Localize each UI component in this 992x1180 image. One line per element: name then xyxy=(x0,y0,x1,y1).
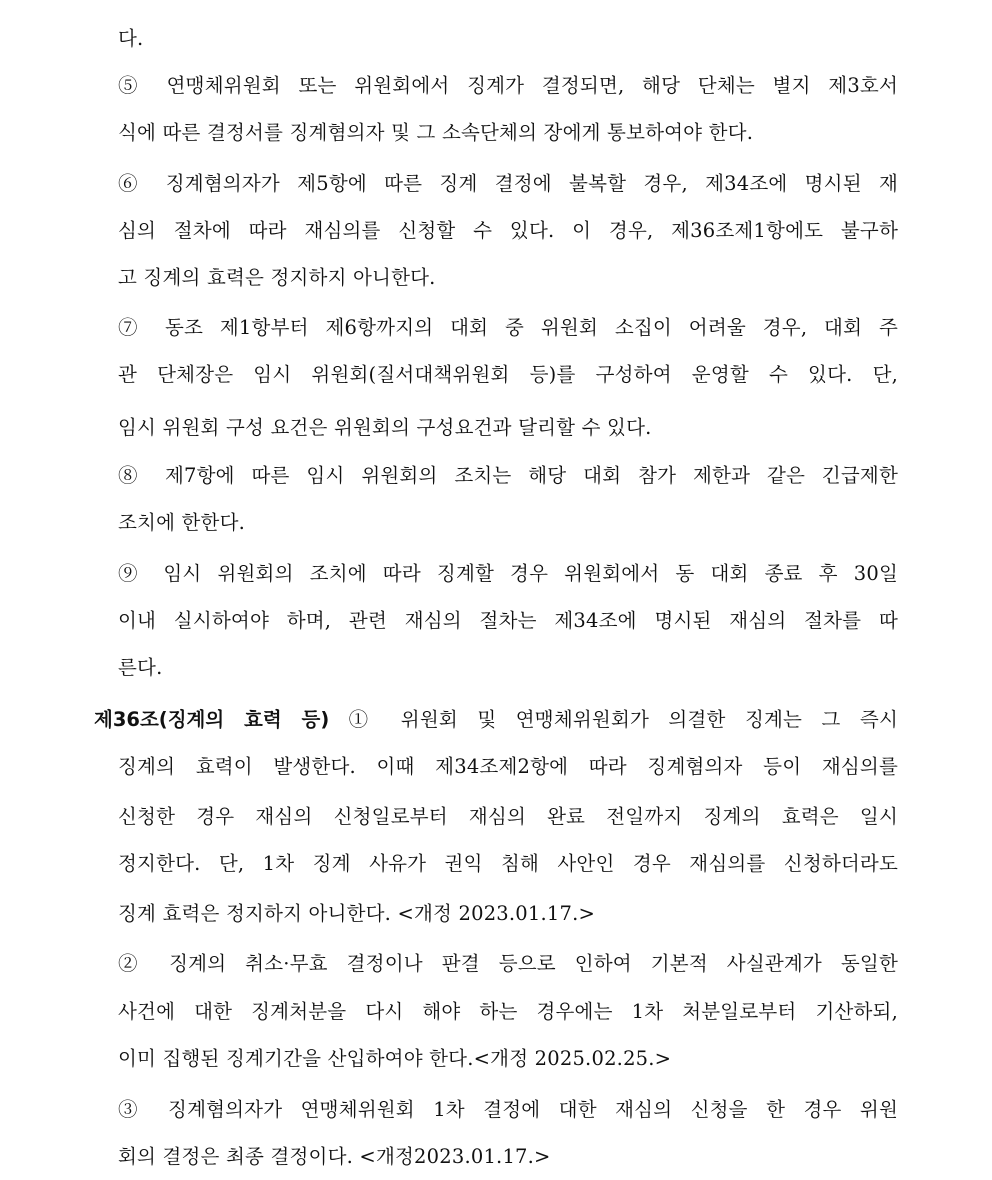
text-line: 사건에 대한 징계처분을 다시 해야 하는 경우에는 1차 처분일로부터 기산하되, xyxy=(118,1000,898,1023)
text-line: ⑦ 동조 제1항부터 제6항까지의 대회 중 위원회 소집이 어려울 경우, 대회 주 xyxy=(118,316,898,339)
article-36-heading-line xyxy=(94,697,898,743)
text-line: 식에 따른 결정서를 징계혐의자 및 그 소속단체의 장에게 통보하여야 한다. xyxy=(118,121,754,144)
text-line: 신청한 경우 재심의 신청일로부터 재심의 완료 전일까지 징계의 효력은 일시 xyxy=(118,805,898,828)
text-line: 징계의 효력이 발생한다. 이때 제34조제2항에 따라 징계혐의자 등이 재심의를 xyxy=(118,755,898,778)
text-line: 고 징계의 효력은 정지하지 아니한다. xyxy=(118,266,436,289)
text-line: ⑤ 연맹체위원회 또는 위원회에서 징계가 결정되면, 해당 단체는 별지 제3호서 xyxy=(118,74,898,97)
text-line: 회의 결정은 최종 결정이다. <개정2023.01.17.> xyxy=(118,1145,551,1168)
text-line: ⑥ 징계혐의자가 제5항에 따른 징계 결정에 불복할 경우, 제34조에 명시된 재 xyxy=(118,172,898,195)
article-36-title: 제36조(징계의 효력 등) xyxy=(94,708,330,731)
text-line: ⑧ 제7항에 따른 임시 위원회의 조치는 해당 대회 참가 제한과 같은 긴급제한 xyxy=(118,464,898,487)
text-line: 심의 절차에 따라 재심의를 신청할 수 있다. 이 경우, 제36조제1항에도 불구하 xyxy=(118,219,898,242)
text-line: 임시 위원회 구성 요건은 위원회의 구성요건과 달리할 수 있다. xyxy=(118,416,652,439)
text-line: 이미 집행된 징계기간을 산입하여야 한다.<개정 2025.02.25.> xyxy=(118,1047,672,1070)
text-line: 이내 실시하여야 하며, 관련 재심의 절차는 제34조에 명시된 재심의 절차를 따 xyxy=(118,609,898,632)
text-line: 정지한다. 단, 1차 징계 사유가 권익 침해 사안인 경우 재심의를 신청하더라도 xyxy=(118,852,898,875)
text-line: 조치에 한한다. xyxy=(118,511,246,534)
article-36-first-clause: ① 위원회 및 연맹체위원회가 의결한 징계는 그 즉시 xyxy=(329,708,898,731)
text-line: 다. xyxy=(118,27,144,50)
text-line: ⑨ 임시 위원회의 조치에 따라 징계할 경우 위원회에서 동 대회 종료 후 30일 xyxy=(118,562,898,585)
text-line: 른다. xyxy=(118,656,163,679)
text-line: 관 단체장은 임시 위원회(질서대책위원회 등)를 구성하여 운영할 수 있다. 단, xyxy=(118,363,898,386)
text-line: 징계 효력은 정지하지 아니한다. <개정 2023.01.17.> xyxy=(118,902,596,925)
text-line: ② 징계의 취소·무효 결정이나 판결 등으로 인하여 기본적 사실관계가 동일한 xyxy=(118,952,898,975)
text-line: ③ 징계혐의자가 연맹체위원회 1차 결정에 대한 재심의 신청을 한 경우 위원 xyxy=(118,1098,898,1121)
